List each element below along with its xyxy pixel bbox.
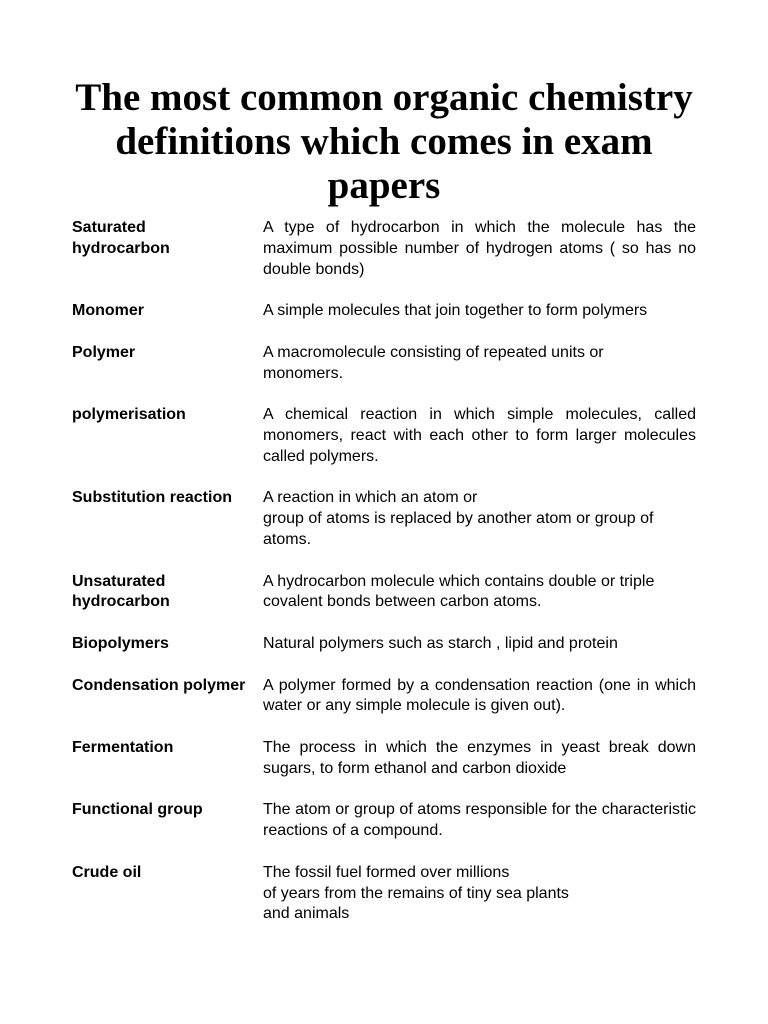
term: Functional group: [72, 801, 203, 819]
term: Polymer: [72, 343, 136, 361]
term: Condensation polymer: [72, 676, 246, 694]
definition-row-biopolymers: [72, 634, 696, 655]
definition-row-functional-group: [72, 800, 696, 842]
definition-row-monomer: [72, 301, 696, 322]
definition-row-substitution-reaction: [72, 488, 696, 550]
term: Monomer: [72, 302, 144, 320]
definition-text: A chemical reaction in which simple molecules, called monomers, react with each other to form larger molecules called polymers.: [263, 406, 696, 465]
definition-text: A simple molecules that join together to form polymers: [263, 302, 648, 320]
definition-row-polymer: [72, 343, 696, 385]
term: Saturated hydrocarbon: [72, 219, 170, 257]
term: Biopolymers: [72, 634, 169, 652]
term: Unsaturated hydrocarbon: [72, 572, 170, 611]
definition-text: A macromolecule consisting of repeated units or monomers.: [263, 343, 604, 382]
term: polymerisation: [72, 406, 186, 424]
definition-text: A reaction in which an atom or group of atoms is replaced by another atom or group of atoms.: [263, 489, 654, 548]
definition-text: A hydrocarbon molecule which contains double or triple covalent bonds between carbon atoms.: [263, 572, 655, 611]
definition-row-polymerisation: [72, 405, 696, 467]
definition-row-crude-oil: [72, 863, 696, 925]
definition-text: The fossil fuel formed over millions of years from the remains of tiny sea plants and animals: [263, 863, 569, 923]
page-title: The most common organic chemistry definitions which comes in exam papers: [75, 76, 693, 207]
definition-row-condensation-polymer: [72, 676, 696, 718]
definition-text: Natural polymers such as starch , lipid and protein: [263, 634, 618, 652]
term: Crude oil: [72, 863, 142, 881]
definition-text: A polymer formed by a condensation reaction (one in which water or any simple molecule is given out).: [263, 676, 696, 715]
definition-text: The process in which the enzymes in yeast break down sugars, to form ethanol and carbon dioxide: [263, 738, 696, 777]
term: Fermentation: [72, 738, 174, 756]
definition-row-fermentation: [72, 738, 696, 780]
definition-text: The atom or group of atoms responsible for the characteristic reactions of a compound.: [263, 801, 696, 840]
definition-row-saturated-hydrocarbon: [72, 218, 696, 280]
definition-list: [72, 218, 696, 925]
term: Substitution reaction: [72, 489, 232, 507]
definition-row-unsaturated-hydrocarbon: [72, 572, 696, 614]
definition-text: A type of hydrocarbon in which the molecule has the maximum possible number of hydrogen atoms ( so has no double bonds): [263, 219, 696, 278]
